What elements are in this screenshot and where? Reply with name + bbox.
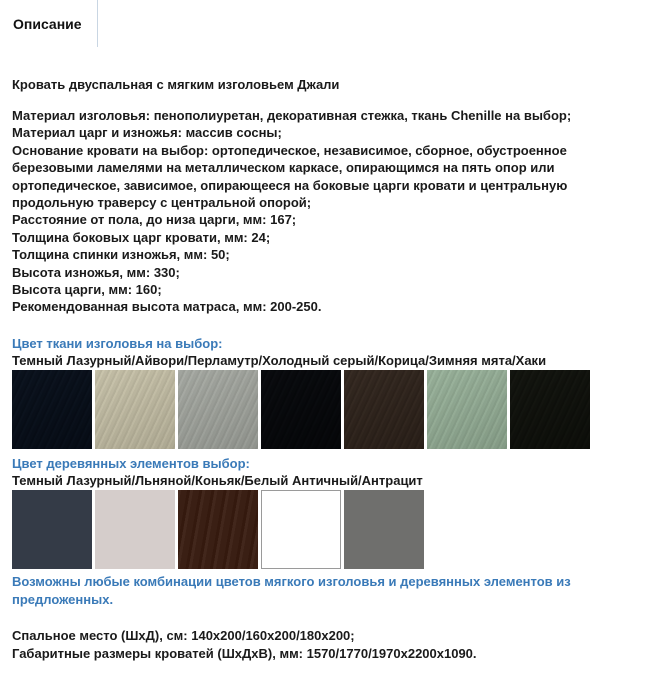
tab-description-label: Описание [13,16,82,32]
tab-description[interactable] [0,0,98,47]
wood-swatch-linen [95,490,175,569]
spec-item: Материал царг и изножья: массив сосны; [12,125,282,141]
fabric-color-heading: Цвет ткани изголовья на выбор: [12,336,223,351]
wood-swatch-anthracite [344,490,424,569]
fabric-swatch-ivory [95,370,175,449]
fabric-swatch-cold-gray [261,370,341,449]
spec-item: Высота изножья, мм: 330; [12,264,180,280]
spec-item: Расстояние от пола, до низа царги, мм: 167; [12,212,297,228]
fabric-swatch-pearl [178,370,258,449]
spec-item: Рекомендованная высота матраса, мм: 200-250. [12,299,322,315]
spec-item: Высота царги, мм: 160; [12,282,162,298]
wood-swatch-dark-azure [12,490,92,569]
dimension-item: Габаритные размеры кроватей (ШхДхВ), мм: 1570/1770/1970x2200x1090. [12,646,477,661]
wood-color-heading: Цвет деревянных элементов выбор: [12,456,250,471]
wood-swatch-antique-white [261,490,341,569]
wood-swatch-cognac [178,490,258,569]
fabric-swatch-khaki [510,370,590,449]
fabric-color-list: Темный Лазурный/Айвори/Перламутр/Холодный серый/Корица/Зимняя мята/Хаки [12,353,547,368]
fabric-swatch-dark-azure [12,370,92,449]
tab-bar [0,0,660,47]
spec-item: Толщина спинки изножья, мм: 50; [12,247,230,263]
product-title: Кровать двуспальная с мягким изголовьем Джали [12,77,340,92]
wood-swatches [12,490,424,569]
spec-item: Материал изголовья: пенополиуретан, декоративная стежка, ткань Chenille на выбор; [12,108,572,123]
spec-item: Толщина боковых царг кровати, мм: 24; [12,229,271,245]
fabric-swatches [12,370,590,449]
dimension-item: Спальное место (ШхД), см: 140x200/160x200/180x200; [12,628,355,643]
fabric-swatch-cinnamon [344,370,424,449]
spec-item: Основание кровати на выбор: ортопедическое, независимое, сборное, обустроенное березовыми ламелями на металлическом каркасе, опирающимся на пять опор или ортопедическое, зависимое, опирающееся на боковые царги кровати и центральную продольную траверсу с центральной опорой; [12,142,568,211]
dimensions-list [12,627,477,663]
fabric-swatch-winter-mint [427,370,507,449]
wood-color-list: Темный Лазурный/Льняной/Коньяк/Белый Античный/Антрацит [12,473,423,488]
combination-note: Возможны любые комбинации цветов мягкого изголовья и деревянных элементов из предложенных. [12,574,571,607]
spec-list [12,107,612,316]
